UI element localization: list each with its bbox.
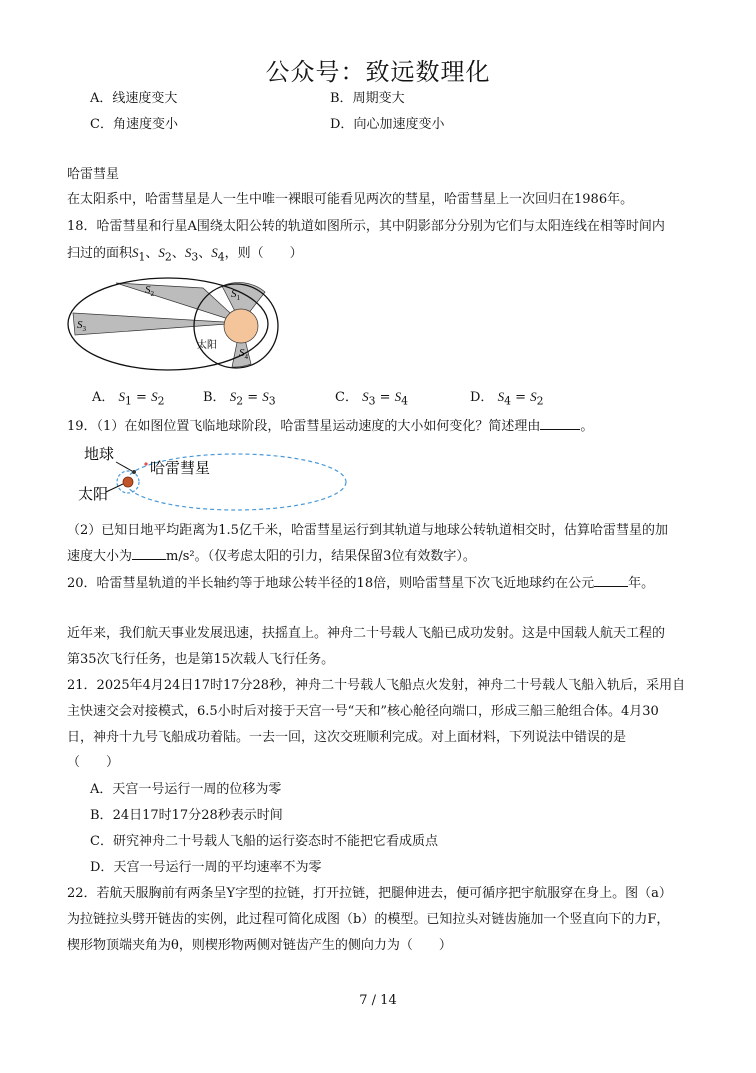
section-title-halley: 哈雷彗星: [67, 167, 120, 182]
option-text: 向心加速度变小: [353, 117, 445, 132]
q18-option-a[interactable]: A． $S_1 = S_2$: [92, 389, 165, 408]
option-letter: C．: [335, 390, 358, 405]
q20-text-b: 年。: [628, 576, 655, 591]
option-letter: D．: [470, 390, 494, 405]
q19-part1: [67, 417, 593, 437]
q21-stem-line2: 主快速交会对接模式，6.5小时后对接于天宫一号“天和”核心舱径向端口，形成三船三舱组合体。4月30: [67, 704, 659, 719]
label-s1: $S_1$: [231, 288, 240, 302]
q19-part1-end: 。: [580, 419, 594, 434]
option-text: 天宫一号运行一周的位移为零: [112, 782, 282, 797]
option-letter: A．: [92, 390, 115, 405]
comet-dot: [144, 462, 147, 465]
q17-option-d[interactable]: [330, 115, 444, 135]
q21-option-d[interactable]: [90, 858, 321, 878]
label-earth: 地球: [84, 447, 115, 463]
q20-stem: [67, 574, 654, 594]
section-intro-halley: 在太阳系中，哈雷彗星是人一生中唯一裸眼可能看见两次的彗星，哈雷彗星上一次回归在1986年。: [67, 192, 634, 207]
q19-part2-text-b: m/s²。（仅考虑太阳的引力，结果保留3位有效数字）。: [166, 549, 476, 564]
q21-option-a[interactable]: [90, 780, 281, 800]
option-letter: D．: [330, 117, 354, 132]
q18-option-d[interactable]: D． $S_4 = S_2$: [470, 389, 544, 408]
q21-option-b[interactable]: [90, 806, 283, 826]
option-text: 研究神舟二十号载人飞船的运行姿态时不能把它看成质点: [112, 834, 438, 849]
option-letter: C．: [90, 117, 113, 132]
option-letter: A．: [90, 782, 113, 797]
label-s4: $S_4$: [239, 347, 248, 361]
option-text: 线速度变大: [112, 91, 178, 106]
q19-answer-blank-2[interactable]: [132, 547, 166, 560]
label-sun: 太阳: [78, 487, 109, 503]
sun-dot: [123, 477, 133, 487]
option-letter: B．: [330, 91, 353, 106]
option-letter: C．: [90, 834, 113, 849]
q19-part2-line2: [67, 547, 476, 567]
label-s3: $S_3$: [77, 319, 86, 333]
option-text: 周期变大: [352, 91, 405, 106]
option-letter: A．: [90, 91, 113, 106]
q21-stem-line4: （ ）: [67, 755, 120, 770]
option-text: 角速度变小: [112, 117, 178, 132]
q18-option-b[interactable]: B． $S_2 = S_3$: [203, 389, 276, 408]
sun-disc: [224, 309, 258, 343]
label-sun: 太阳: [197, 340, 217, 351]
q22-stem-line1: 22．若航天服胸前有两条呈Y字型的拉链，打开拉链，把腿伸进去，便可循序把宇航服穿在身上。图（a）: [67, 886, 672, 901]
page-header-title: 公众号：致远数理化: [265, 58, 491, 86]
q18-stem-suffix: ，则（ ）: [224, 246, 303, 261]
earth-dot: [132, 470, 136, 474]
option-letter: B．: [203, 390, 226, 405]
q19-part2-text-a: 速度大小为: [67, 549, 133, 564]
label-s2: $S_2$: [145, 284, 154, 298]
q17-option-c[interactable]: [90, 115, 178, 135]
option-letter: D．: [90, 860, 114, 875]
q20-text-a: 20．哈雷彗星轨道的半长轴约等于地球公转半径的18倍，则哈雷彗星下次飞近地球约在公元: [67, 576, 595, 591]
q19-part1-text: 19．（1）在如图位置飞临地球阶段，哈雷彗星运动速度的大小如何变化？简述理由: [67, 419, 541, 434]
q20-answer-blank[interactable]: [594, 574, 628, 587]
q19-answer-blank-1[interactable]: [540, 417, 580, 430]
q18-stem-prefix: 扫过的面积: [67, 246, 133, 261]
q22-stem-line3: 楔形物顶端夹角为θ，则楔形物两侧对链齿产生的侧向力为（ ）: [67, 938, 452, 953]
option-text: 天宫一号运行一周的平均速率不为零: [113, 860, 322, 875]
page-number: 7 / 14: [359, 993, 397, 1008]
option-letter: B．: [90, 808, 113, 823]
q22-stem-line2: 为拉链拉头劈开链齿的实例，此过程可简化成图（b）的模型。已知拉头对链齿施加一个竖直向下的力F，: [67, 912, 670, 927]
earth-pointer: [116, 462, 132, 471]
q18-orbit-figure: [64, 270, 286, 382]
sun-pointer: [106, 484, 123, 492]
sector-s3: [73, 313, 241, 335]
option-text: 24日17时17分28秒表示时间: [112, 808, 283, 823]
q21-stem-line3: 日，神舟十九号飞船成功着陆。一去一回，这次交班顺利完成。对上面材料，下列说法中错误的是: [67, 730, 627, 745]
section-space-line2: 第35次飞行任务，也是第15次载人飞行任务。: [67, 652, 335, 667]
q18-option-c[interactable]: C． $S_3 = S_4$: [335, 389, 409, 408]
label-comet: 哈雷彗星: [150, 461, 211, 477]
section-space-line1: 近年来，我们航天事业发展迅速，扶摇直上。神舟二十号载人飞船已成功发射。这是中国载人航天工程的: [67, 626, 666, 641]
q21-stem-line1: 21．2025年4月24日17时17分28秒，神舟二十号载人飞船点火发射，神舟二十号载人飞船入轨后，采用自: [67, 678, 686, 693]
q19-part2-line1: （2）已知日地平均距离为1.5亿千米，哈雷彗星运行到其轨道与地球公转轨道相交时，估算哈雷彗星的加: [67, 523, 668, 538]
q17-option-a[interactable]: [90, 89, 177, 109]
q17-option-b[interactable]: [330, 89, 405, 109]
q21-option-c[interactable]: [90, 832, 438, 852]
q18-stem-line1: 18．哈雷彗星和行星A围绕太阳公转的轨道如图所示，其中阴影部分分别为它们与太阳连线在相等时间内: [67, 219, 665, 234]
q18-stem-line2: 扫过的面积$S_1$、$S_2$、$S_3$、$S_4$，则（ ）: [67, 245, 303, 264]
q19-orbit-figure: [78, 440, 350, 512]
